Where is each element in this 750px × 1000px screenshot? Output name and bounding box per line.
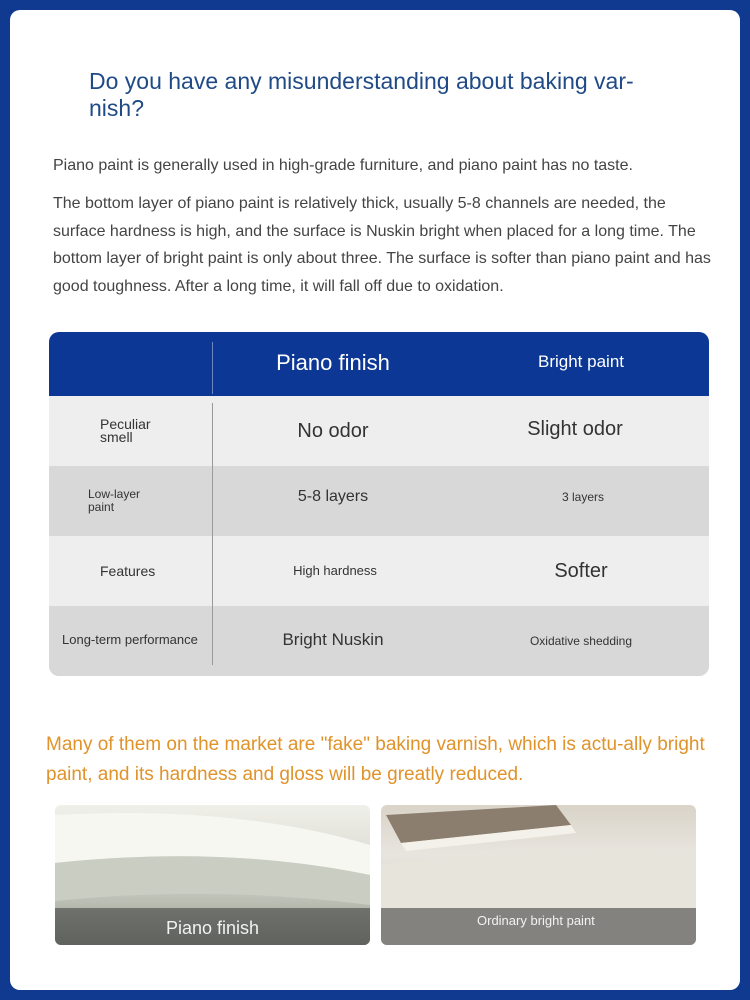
piano-value: Bright Nuskin bbox=[282, 630, 384, 649]
piano-value: 5-8 layers bbox=[297, 488, 369, 505]
photo-caption: Piano finish bbox=[165, 918, 260, 938]
page-heading: Do you have any misunderstanding about baking var-nish? bbox=[89, 68, 634, 121]
photo-caption: Ordinary bright paint bbox=[477, 913, 595, 928]
table-row bbox=[49, 606, 709, 676]
row-label: Long-term performance bbox=[62, 632, 198, 647]
bright-value: Oxidative shedding bbox=[529, 634, 633, 648]
piano-value: High hardness bbox=[293, 563, 377, 578]
row-label: Features bbox=[100, 563, 156, 579]
bright-value: 3 layers bbox=[561, 490, 605, 504]
table-header-row bbox=[49, 332, 709, 396]
table-row bbox=[49, 396, 709, 466]
row-label: Low-layer paint bbox=[88, 487, 141, 514]
table-row bbox=[49, 536, 709, 606]
column-divider bbox=[212, 403, 213, 665]
header-piano-finish: Piano finish bbox=[276, 350, 390, 375]
bright-value: Slight odor bbox=[527, 418, 623, 440]
row-label: Peculiar smell bbox=[100, 416, 151, 445]
table-row bbox=[49, 466, 709, 536]
caption-bar bbox=[381, 908, 696, 945]
comparison-table bbox=[49, 332, 709, 676]
piano-value: No odor bbox=[297, 420, 369, 442]
bright-value: Softer bbox=[554, 560, 608, 582]
header-bright-paint: Bright paint bbox=[538, 352, 624, 371]
warning-text: Many of them on the market are "fake" baking varnish, which is actu-ally bright paint, and its hardness and gloss will be greatly reduced. bbox=[46, 734, 705, 785]
piano-finish-photo bbox=[55, 805, 370, 945]
caption-bar bbox=[55, 908, 370, 945]
paragraph-intro: Piano paint is generally used in high-grade furniture, and piano paint has no taste. bbox=[53, 157, 633, 174]
ordinary-paint-photo bbox=[381, 805, 696, 945]
content-card bbox=[10, 10, 740, 990]
paragraph-detail: The bottom layer of piano paint is relatively thick, usually 5-8 channels are needed, the surface hardness is high, and the surface is Nuskin bright when placed for a long time. The bottom layer of bright paint is only about three. The surface is softer than piano paint and has good toughness. After a long time, it will fall off due to oxidation. bbox=[53, 195, 711, 295]
